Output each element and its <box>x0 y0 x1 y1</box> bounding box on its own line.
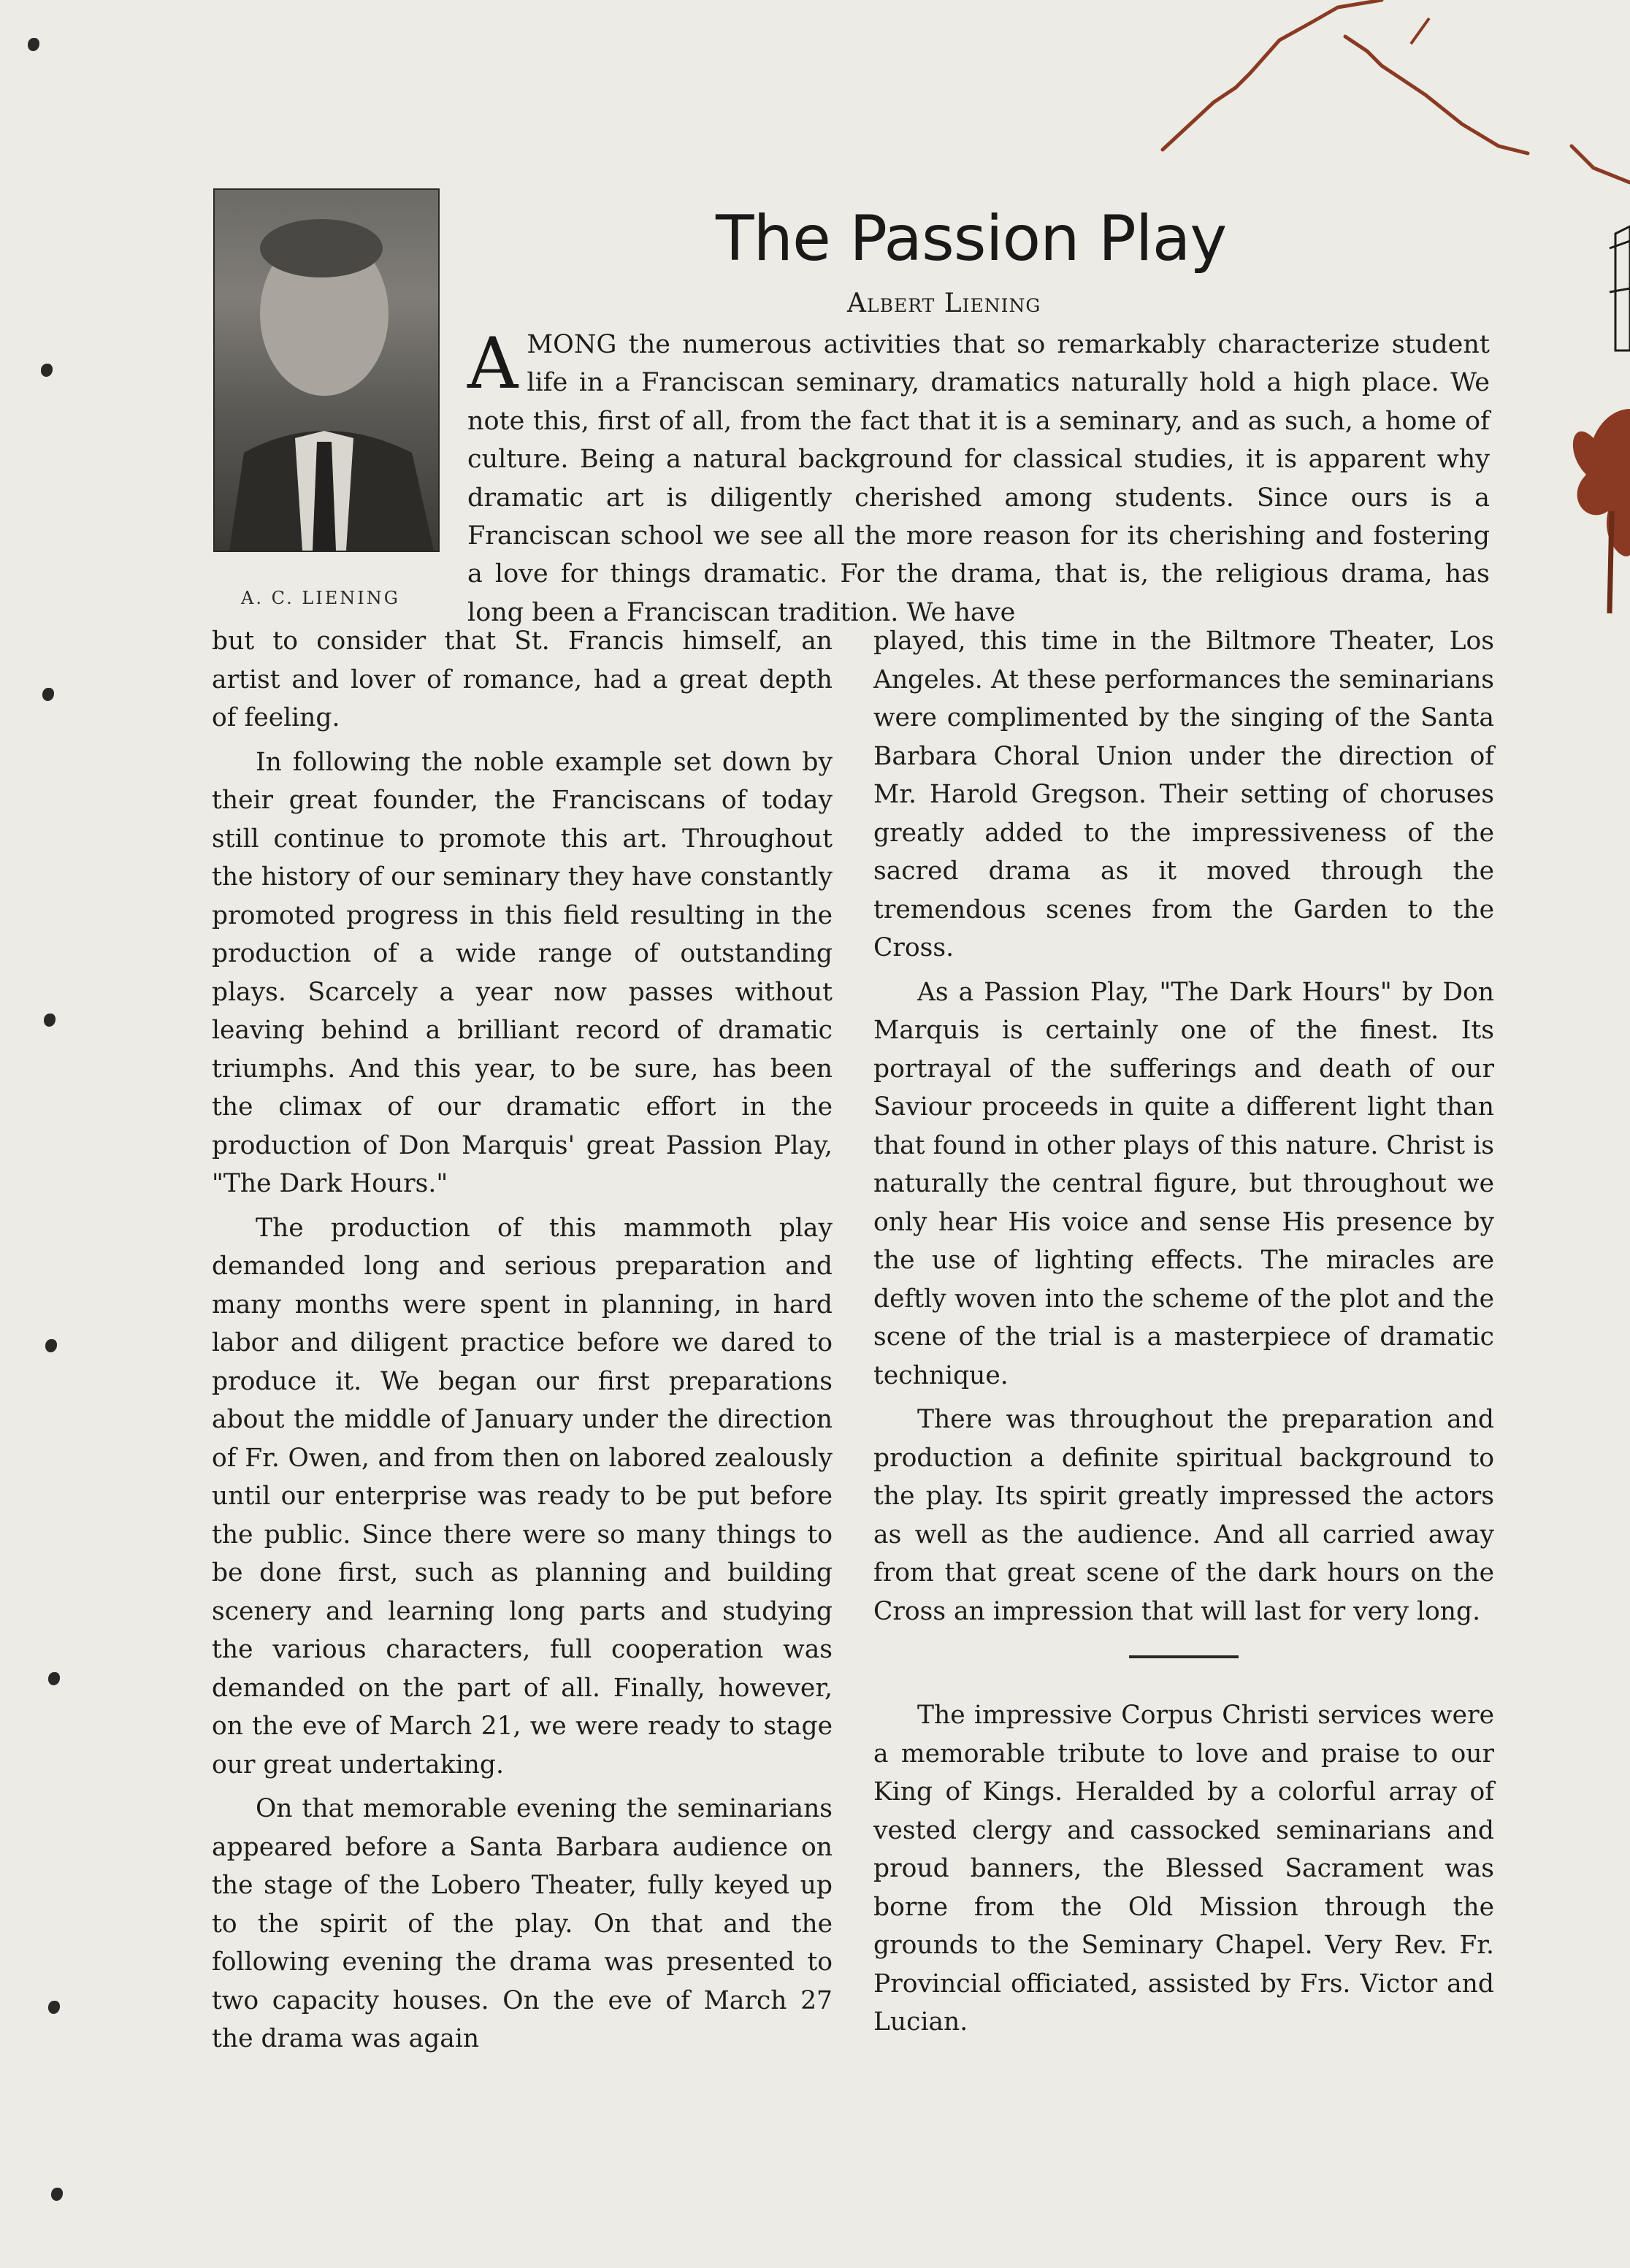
drop-cap: A <box>467 323 519 405</box>
paragraph: played, this time in the Biltmore Theater, Los Angeles. At these performances the seminarians were complimented by the singing of the Santa Barbara Choral Union under the direction of Mr. Harold Gregson. Their setting of choruses greatly added to the impressiveness of the sacred drama as it moved through the tremendous scenes from the Garden to the Cross. <box>873 627 1494 962</box>
binding-hole <box>41 364 53 377</box>
author-portrait-photo <box>213 188 440 552</box>
left-column <box>212 622 833 2064</box>
binding-hole <box>45 1339 57 1352</box>
portrait-figure-icon <box>215 190 438 551</box>
right-column <box>873 622 1494 2047</box>
paragraph: On that memorable evening the seminarians appeared before a Santa Barbara audience on the stage of the Lobero Theater, fully keyed up to the spirit of the play. On that and the following evening the drama was presented to two capacity houses. On the eve of March 27 the drama was again <box>212 1794 833 2053</box>
binding-hole <box>48 2001 60 2014</box>
byline: Albert Liening <box>847 288 1041 318</box>
section-divider <box>1129 1655 1239 1658</box>
binding-hole <box>48 1672 60 1685</box>
binding-hole <box>28 38 39 51</box>
paragraph: but to consider that St. Francis himself, an artist and lover of romance, had a great depth of feeling. <box>212 627 833 732</box>
binding-hole <box>51 2188 63 2201</box>
article-title: The Passion Play <box>716 202 1227 275</box>
binding-hole <box>44 1014 56 1027</box>
paragraph: The production of this mammoth play demanded long and serious preparation and many months were spent in planning, in hard labor and diligent practice before we dared to produce it. We began our first preparations about the middle of January under the direction of Fr. Owen, and from then on labored zealously until our enterprise was ready to be put before the public. Since there were so many things to be done first, such as planning and building scenery and learning long parts and studying the various characters, full cooperation was demanded on the part of all. Finally, however, on the eve of March 21, we were ready to stage our great undertaking. <box>212 1213 833 1779</box>
photo-caption: A. C. LIENING <box>241 588 400 608</box>
paragraph: There was throughout the preparation and production a definite spiritual background to the play. Its spirit greatly impressed the actors as well as the audience. And all carried away from that great scene of the dark hours on the Cross an impression that will last for very long. <box>873 1405 1494 1626</box>
intro-text: MONG the numerous activities that so remarkably characterize student life in a Franciscan seminary, dramatics naturally hold a high place. We note this, first of all, from the fact that it is a seminary, and as such, a home of culture. Being a natural background for classical studies, it is apparent why dramatic art is diligently cherished among students. Since ours is a Franciscan school we see all the more reason for its cherishing and fostering a love for things dramatic. For the drama, that is, the religious drama, has long been a Franciscan tradition. We have <box>467 330 1490 627</box>
paragraph: In following the noble example set down by their great founder, the Franciscans of today still continue to promote this art. Throughout the history of our seminary they have constantly promoted progress in this field resulting in the production of a wide range of outstanding plays. Scarcely a year now passes without leaving behind a brilliant record of dramatic triumphs. And this year, to be sure, has been the climax of our dramatic effort in the production of Don Marquis' great Passion Play, "The Dark Hours." <box>212 747 833 1198</box>
paragraph: As a Passion Play, "The Dark Hours" by Don Marquis is certainly one of the finest. Its portrayal of the sufferings and death of our Saviour proceeds in quite a different light than that found in other plays of this nature. Christ is naturally the central figure, but throughout we only hear His voice and sense His presence by the use of lighting effects. The miracles are deftly woven into the scheme of the plot and the scene of the trial is a masterpiece of dramatic technique. <box>873 977 1494 1390</box>
intro-paragraph <box>467 323 1490 632</box>
binding-hole <box>42 688 54 701</box>
corpus-christi-paragraph: The impressive Corpus Christi services were a memorable tribute to love and praise to our King of Kings. Heralded by a colorful array of vested clergy and cassocked seminarians and proud banners, the Blessed Sacrament was borne from the Old Mission through the grounds to the Seminary Chapel. Very Rev. Fr. Provincial officiated, assisted by Frs. Victor and Lucian. <box>873 1701 1494 2037</box>
